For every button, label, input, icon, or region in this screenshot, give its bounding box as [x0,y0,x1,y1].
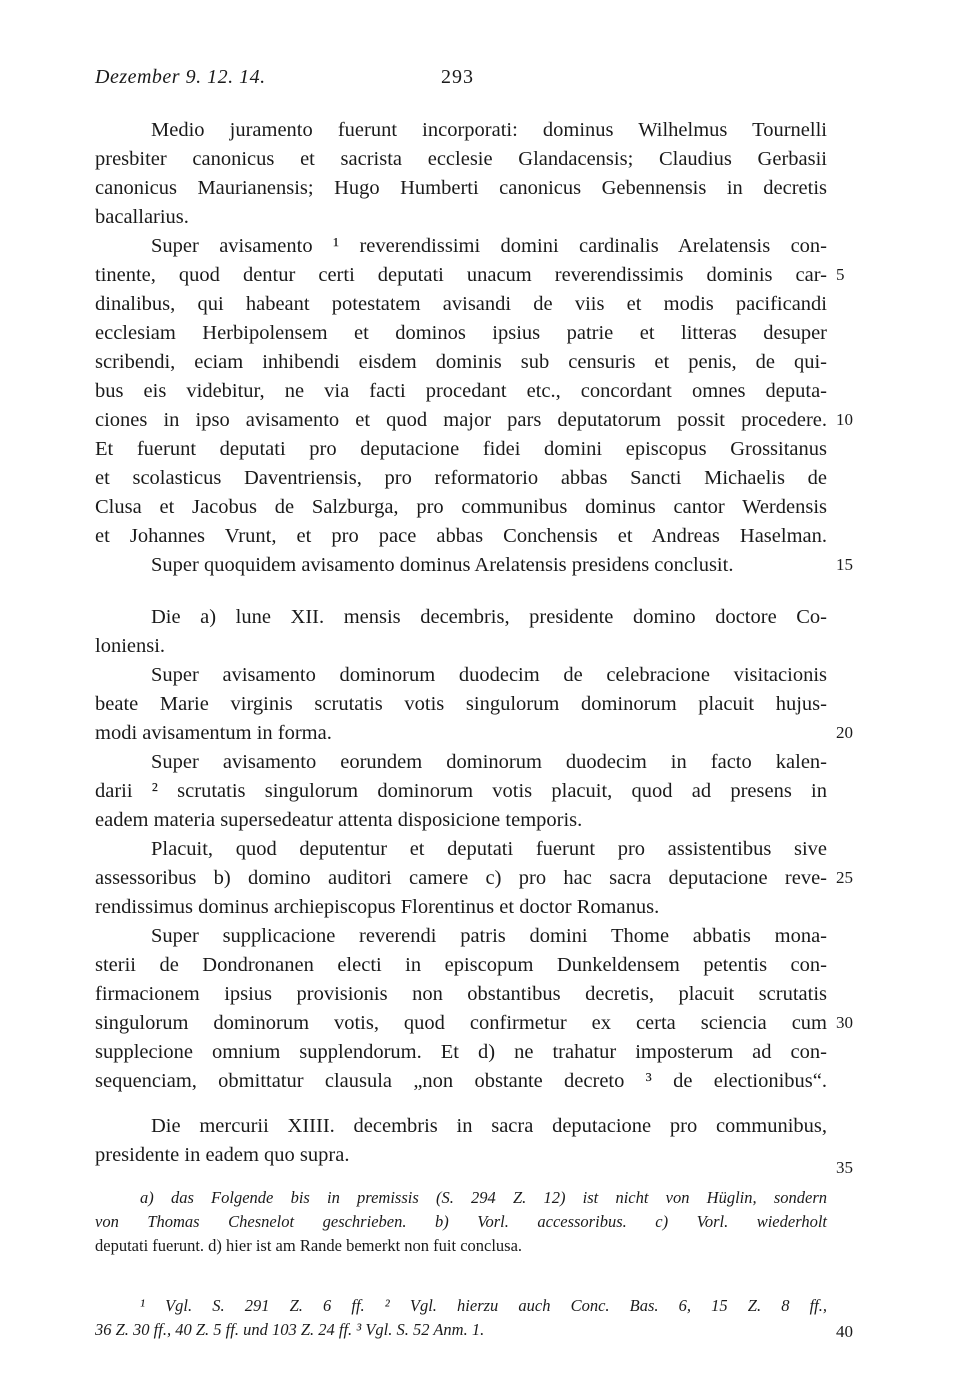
text-line: supplecione omnium supplendorum. Et d) ne trahatur imposterum ad con- [95,1041,827,1063]
text-line: et Johannes Vrunt, et pro pace abbas Conchensis et Andreas Haselman. [95,525,827,547]
text-line: presidente in eadem quo supra. [95,1144,350,1166]
text-line: sterii de Dondronanen electi in episcopum Dunkeldensem petentis con- [95,954,827,976]
line-number: 20 [836,723,853,742]
text-line: scribendi, eciam inhibendi eisdem dominis sub censuris et penis, de qui- [95,351,827,373]
text-line: Super avisamento eorundem dominorum duodecim in facto kalen- [151,751,827,773]
line-number: 35 [836,1158,853,1177]
text-line: firmacionem ipsius provisionis non obstantibus decretis, placuit scrutatis [95,983,827,1005]
variant-note-line: von Thomas Chesnelot geschrieben. b) Vorl. accessoribus. c) Vorl. wiederholt [95,1212,827,1231]
text-line: canonicus Maurianensis; Hugo Humberti canonicus Gebennensis in decretis [95,177,827,199]
text-line: ecclesiam Herbipolensem et dominos ipsius patrie et litteras desuper [95,322,827,344]
text-line: Die a) lune XII. mensis decembris, presidente domino doctore Co- [151,606,827,628]
running-header-dates: Dezember 9. 12. 14. [95,66,266,88]
line-number: 40 [836,1322,853,1341]
line-number: 10 [836,410,853,429]
text-line: singulorum dominorum votis, quod confirmetur ex certa sciencia cum [95,1012,827,1034]
text-line: Super supplicacione reverendi patris domini Thome abbatis mona- [151,925,827,947]
text-line: Die mercurii XIIII. decembris in sacra deputacione pro communibus, [151,1115,827,1137]
text-line: presbiter canonicus et sacrista ecclesie Glandacensis; Claudius Gerbasii [95,148,827,170]
text-line: Super avisamento ¹ reverendissimi domini cardinalis Arelatensis con- [151,235,827,257]
line-number: 25 [836,868,853,887]
text-line: Clusa et Jacobus de Salzburga, pro communibus dominus cantor Werdensis [95,496,827,518]
text-line: Medio juramento fuerunt incorporati: dominus Wilhelmus Tournelli [151,119,827,141]
text-line: Placuit, quod deputentur et deputati fuerunt pro assistentibus sive [151,838,827,860]
text-line: Super avisamento dominorum duodecim de celebracione visitacionis [151,664,827,686]
text-line: bus eis videbitur, ne via facti procedant etc., concordant omnes deputa- [95,380,827,402]
line-number: 30 [836,1013,853,1032]
footnote-line: 36 Z. 30 ff., 40 Z. 5 ff. und 103 Z. 24 ff. ³ Vgl. S. 52 Anm. 1. [95,1320,485,1339]
text-line: dinalibus, qui habeant potestatem avisandi de viis et modis pacificandi [95,293,827,315]
text-line: modi avisamentum in forma. [95,722,332,744]
text-line: bacallarius. [95,206,189,228]
text-line: sequenciam, obmittatur clausula „non obstante decreto ³ de electionibus“. [95,1070,827,1092]
text-line: ciones in ipso avisamento et quod major pars deputatorum possit procedere. [95,409,827,431]
line-number: 5 [836,265,845,284]
page-number: 293 [441,66,474,88]
text-line: Et fuerunt deputati pro deputacione fidei domini episcopus Grossitanus [95,438,827,460]
footnote-line: ¹ Vgl. S. 291 Z. 6 ff. ² Vgl. hierzu auch Conc. Bas. 6, 15 Z. 8 ff., [140,1296,827,1315]
text-line: beate Marie virginis scrutatis votis singulorum dominorum placuit hujus- [95,693,827,715]
text-line: eadem materia supersedeatur attenta disposicione temporis. [95,809,583,831]
line-number: 15 [836,555,853,574]
text-line: et scolasticus Daventriensis, pro reformatorio abbas Sancti Michaelis de [95,467,827,489]
text-line: assessoribus b) domino auditori camere c) pro hac sacra deputacione reve- [95,867,827,889]
text-line: loniensi. [95,635,166,657]
text-line: tinente, quod dentur certi deputati unacum reverendissimis dominis car- [95,264,827,286]
text-line: Super quoquidem avisamento dominus Arelatensis presidens conclusit. [151,554,734,576]
variant-note-line: a) das Folgende bis in premissis (S. 294 Z. 12) ist nicht von Hüglin, sondern [140,1188,827,1207]
variant-note-line: deputati fuerunt. d) hier ist am Rande bemerkt non fuit conclusa. [95,1236,523,1255]
text-line: rendissimus dominus archiepiscopus Florentinus et doctor Romanus. [95,896,660,918]
text-line: darii ² scrutatis singulorum dominorum votis placuit, quod ad presens in [95,780,827,802]
